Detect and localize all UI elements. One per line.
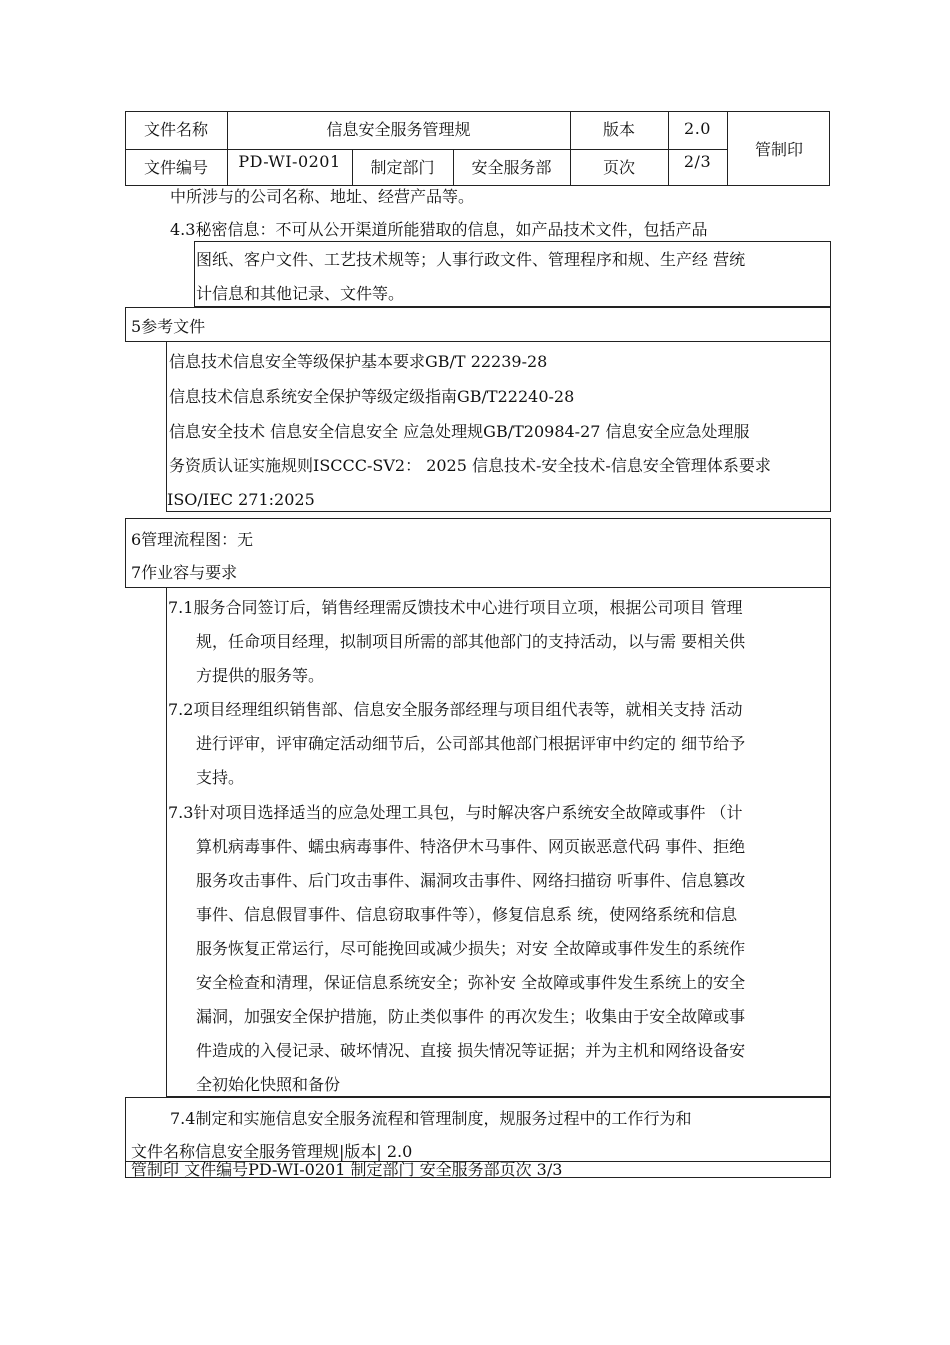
dept-value: 安全服务部 <box>471 158 552 177</box>
section-4-3-line-1: 4.3秘密信息：不可从公开渠道所能猎取的信息，如产品技术文件，包括产品 <box>170 220 708 239</box>
section-7-4-line: 7.4制定和实施信息安全服务流程和管理制度，规服务过程中的工作行为和 <box>170 1109 692 1128</box>
section-4-3-line-3: 计信息和其他记录、文件等。 <box>196 284 405 303</box>
continuation-line: 中所涉与的公司名称、地址、经营产品等。 <box>170 187 475 206</box>
footer-line-2: 管制印 文件编号PD-WI-0201 制定部门 安全服务部页次 3/3 <box>131 1160 563 1179</box>
reference-item: 信息安全技术 信息安全信息安全 应急处理规GB/T20984-27 信息安全应急处理服 <box>169 422 750 441</box>
section-7-title: 7作业容与要求 <box>131 563 238 582</box>
section-7-3-line: 漏洞，加强安全保护措施，防止类似事件 的再次发生；收集由于安全故障或事 <box>196 1007 746 1026</box>
header-col-divider <box>227 111 228 186</box>
section-7-3-line: 算机病毒事件、蠕虫病毒事件、特洛伊木马事件、网页嵌恶意代码 事件、拒绝 <box>196 837 746 856</box>
section-4-3-line-2: 图纸、客户文件、工艺技术规等；人事行政文件、管理程序和规、生产经 营统 <box>196 250 746 269</box>
footer-line-1: 文件名称信息安全服务管理规|版本| 2.0 <box>131 1142 413 1161</box>
control-seal: 管制印 <box>754 140 803 159</box>
header-col-divider <box>668 111 669 186</box>
file-name-label: 文件名称 <box>143 120 208 139</box>
reference-item: ISO/IEC 271:2025 <box>167 490 315 509</box>
reference-item: 信息技术信息系统安全保护等级定级指南GB/T22240-28 <box>169 387 575 406</box>
section-5-title-box <box>125 307 831 342</box>
header-col-divider <box>352 149 353 186</box>
section-7-3-line: 全初始化快照和备份 <box>196 1075 341 1094</box>
section-7-3-line: 事件、信息假冒事件、信息窃取事件等），修复信息系 统，使网络系统和信息 <box>196 905 738 924</box>
version-label: 版本 <box>602 120 635 139</box>
header-table <box>0 0 950 200</box>
section-7-3-line: 安全检查和清理，保证信息系统安全；弥补安 全故障或事件发生系统上的安全 <box>196 973 746 992</box>
header-col-divider <box>570 111 571 186</box>
file-name-value: 信息安全服务管理规 <box>326 120 471 139</box>
page-label: 页次 <box>602 158 635 177</box>
section-7-1-line: 方提供的服务等。 <box>196 666 325 685</box>
section-7-1-line: 规，任命项目经理，拟制项目所需的部其他部门的支持活动，以与需 要相关供 <box>196 632 746 651</box>
section-7-1-line: 7.1服务合同签订后，销售经理需反馈技术中心进行项目立项，根据公司项目 管理 <box>168 598 743 617</box>
section-7-3-line: 7.3针对项目选择适当的应急处理工具包，与时解决客户系统安全故障或事件 （计 <box>168 803 743 822</box>
section-7-3-line: 服务恢复正常运行，尽可能挽回或减少损失；对安 全故障或事件发生的系统作 <box>196 939 746 958</box>
file-no-value: PD-WI-0201 <box>238 152 341 171</box>
version-value: 2.0 <box>684 119 711 138</box>
reference-item: 信息技术信息安全等级保护基本要求GB/T 22239-28 <box>169 352 548 371</box>
section-7-2-line: 支持。 <box>196 768 245 787</box>
section-7-3-line: 件造成的入侵记录、破坏情况、直接 损失情况等证据；并为主机和网络设备安 <box>196 1041 746 1060</box>
header-row-divider <box>125 149 727 150</box>
header-col-divider <box>453 149 454 186</box>
header-col-divider <box>727 111 728 186</box>
section-5-title: 5参考文件 <box>131 317 206 336</box>
dept-label: 制定部门 <box>370 158 435 177</box>
file-no-label: 文件编号 <box>143 158 208 177</box>
section-7-2-line: 7.2项目经理组织销售部、信息安全服务部经理与项目组代表等，就相关支持 活动 <box>168 700 743 719</box>
page-value: 2/3 <box>683 152 712 171</box>
section-7-3-line: 服务攻击事件、后门攻击事件、漏洞攻击事件、网络扫描窃 听事件、信息篡改 <box>196 871 746 890</box>
reference-item: 务资质认证实施规则ISCCC-SV2： 2025 信息技术-安全技术-信息安全管理体系要求 <box>169 456 771 475</box>
section-7-2-line: 进行评审，评审确定活动细节后，公司部其他部门根据评审中约定的 细节给予 <box>196 734 746 753</box>
section-6-title: 6管理流程图：无 <box>131 530 254 549</box>
